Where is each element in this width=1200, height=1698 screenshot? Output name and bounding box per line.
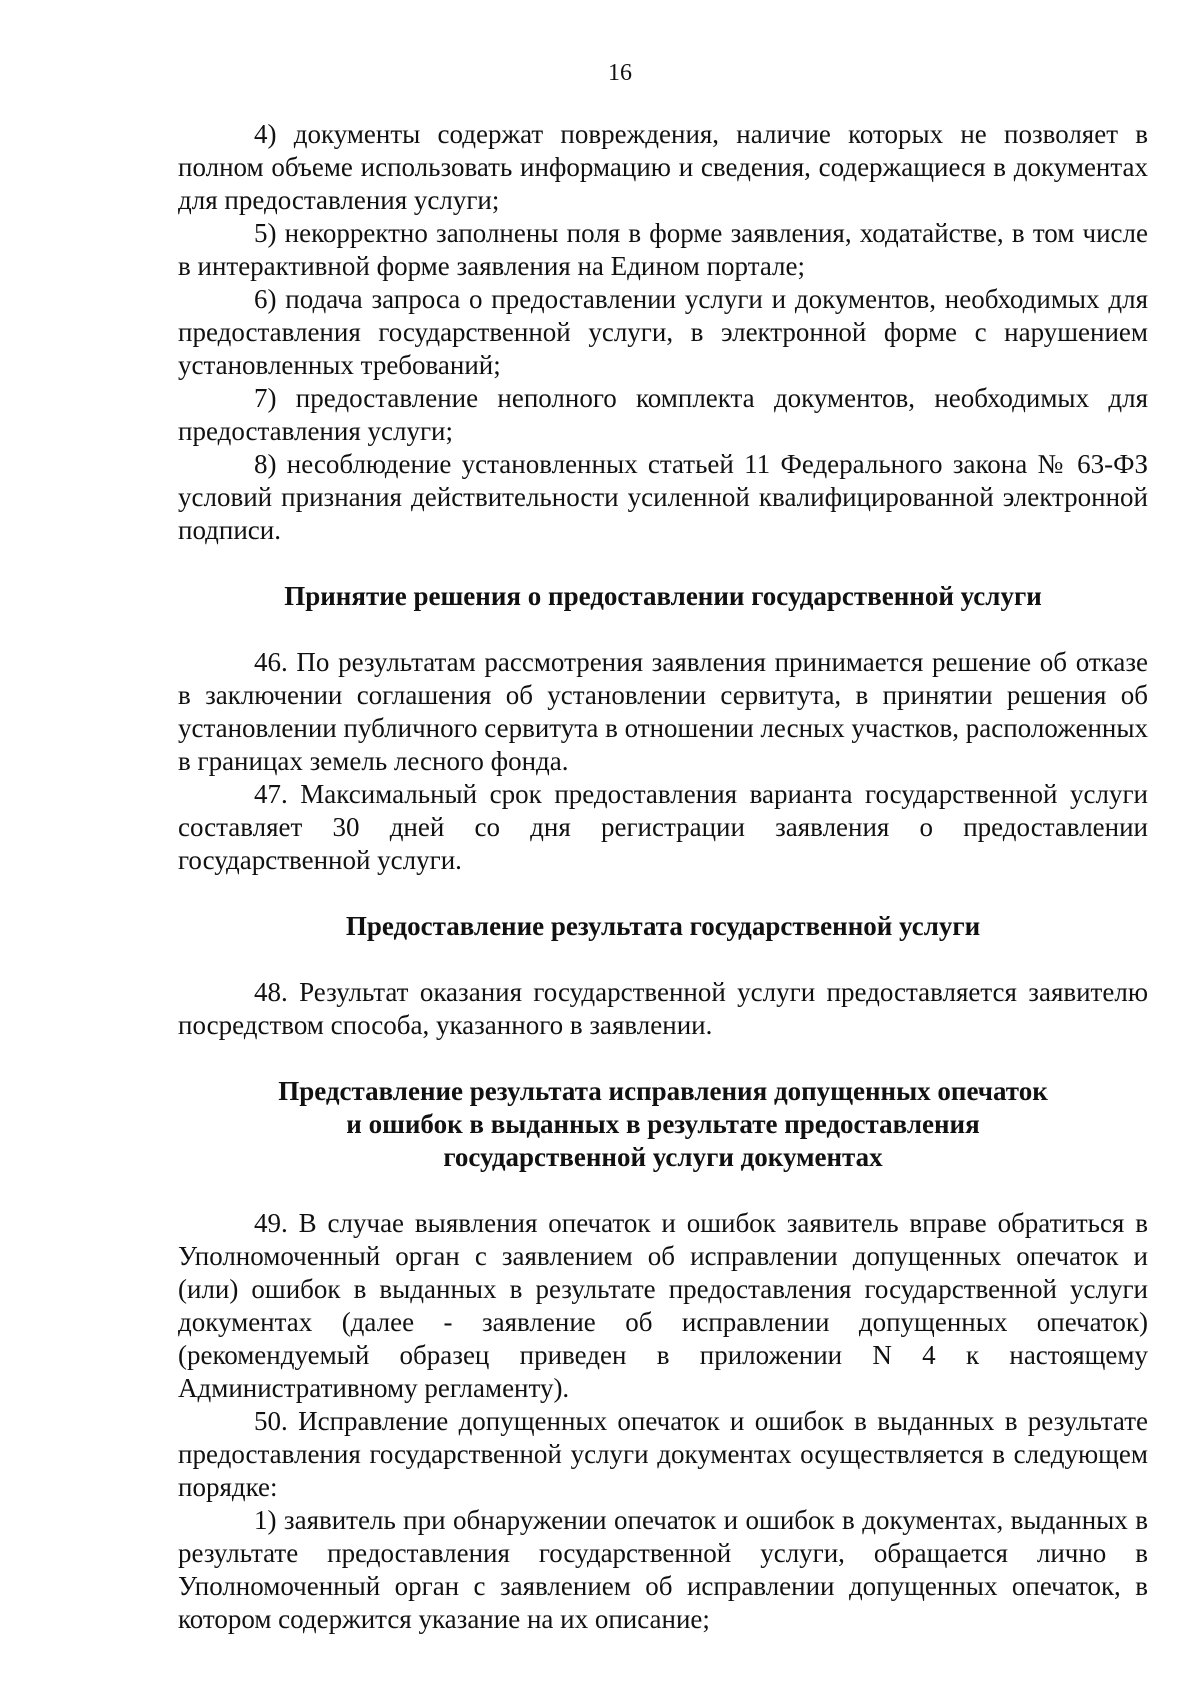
- heading-line-3: государственной услуги документах: [443, 1142, 883, 1172]
- list-item-8: 8) несоблюдение установленных статьей 11 Федерального закона № 63-ФЗ условий признания действительности усиленной квалифицированной электронной подписи.: [178, 449, 1148, 545]
- list-item-7: 7) предоставление неполного комплекта документов, необходимых для предоставления услуги;: [178, 383, 1148, 446]
- paragraph-48: 48. Результат оказания государственной услуги предоставляется заявителю посредством способа, указанного в заявлении.: [178, 977, 1148, 1040]
- section-heading-result: Предоставление результата государственной услуги: [345, 911, 981, 941]
- list-item-6: 6) подача запроса о предоставлении услуги и документов, необходимых для предоставления государственной услуги, в электронной форме с нарушением установленных требований;: [178, 284, 1148, 380]
- list-item-4: 4) документы содержат повреждения, наличие которых не позволяет в полном объеме использовать информацию и сведения, содержащиеся в документах для предоставления услуги;: [178, 119, 1148, 215]
- paragraph-50-item-1: 1) заявитель при обнаружении опечаток и ошибок в документах, выданных в результате предоставления государственной услуги, обращается лично в Уполномоченный орган с заявлением об исправлении допущенных опечаток, в котором содержится указание на их описание;: [178, 1505, 1148, 1634]
- paragraph-47: 47. Максимальный срок предоставления варианта государственной услуги составляет 30 дней со дня регистрации заявления о предоставлении государственной услуги.: [178, 779, 1148, 875]
- section-heading-decision: Принятие решения о предоставлении государственной услуги: [284, 581, 1042, 611]
- document-body: [178, 118, 1148, 1636]
- list-item-5: 5) некорректно заполнены поля в форме заявления, ходатайстве, в том числе в интерактивной форме заявления на Едином портале;: [178, 218, 1148, 281]
- paragraph-49: 49. В случае выявления опечаток и ошибок заявитель вправе обратиться в Уполномоченный орган с заявлением об исправлении допущенных опечаток и (или) ошибок в выданных в результате предоставления государственной услуги документах (далее - заявление об исправлении допущенных опечаток) (рекомендуемый образец приведен в приложении N 4 к настоящему Административному регламенту).: [178, 1208, 1148, 1403]
- paragraph-50: 50. Исправление допущенных опечаток и ошибок в выданных в результате предоставления государственной услуги документах осуществляется в следующем порядке:: [178, 1406, 1148, 1502]
- heading-line-1: Представление результата исправления допущенных опечаток: [278, 1076, 1048, 1106]
- heading-line-2: и ошибок в выданных в результате предоставления: [346, 1109, 980, 1139]
- page-number: 16: [608, 60, 632, 86]
- paragraph-46: 46. По результатам рассмотрения заявления принимается решение об отказе в заключении соглашения об установлении сервитута, в принятии решения об установлении публичного сервитута в отношении лесных участков, расположенных в границах земель лесного фонда.: [178, 647, 1148, 776]
- section-heading-corrections: [178, 1075, 1148, 1174]
